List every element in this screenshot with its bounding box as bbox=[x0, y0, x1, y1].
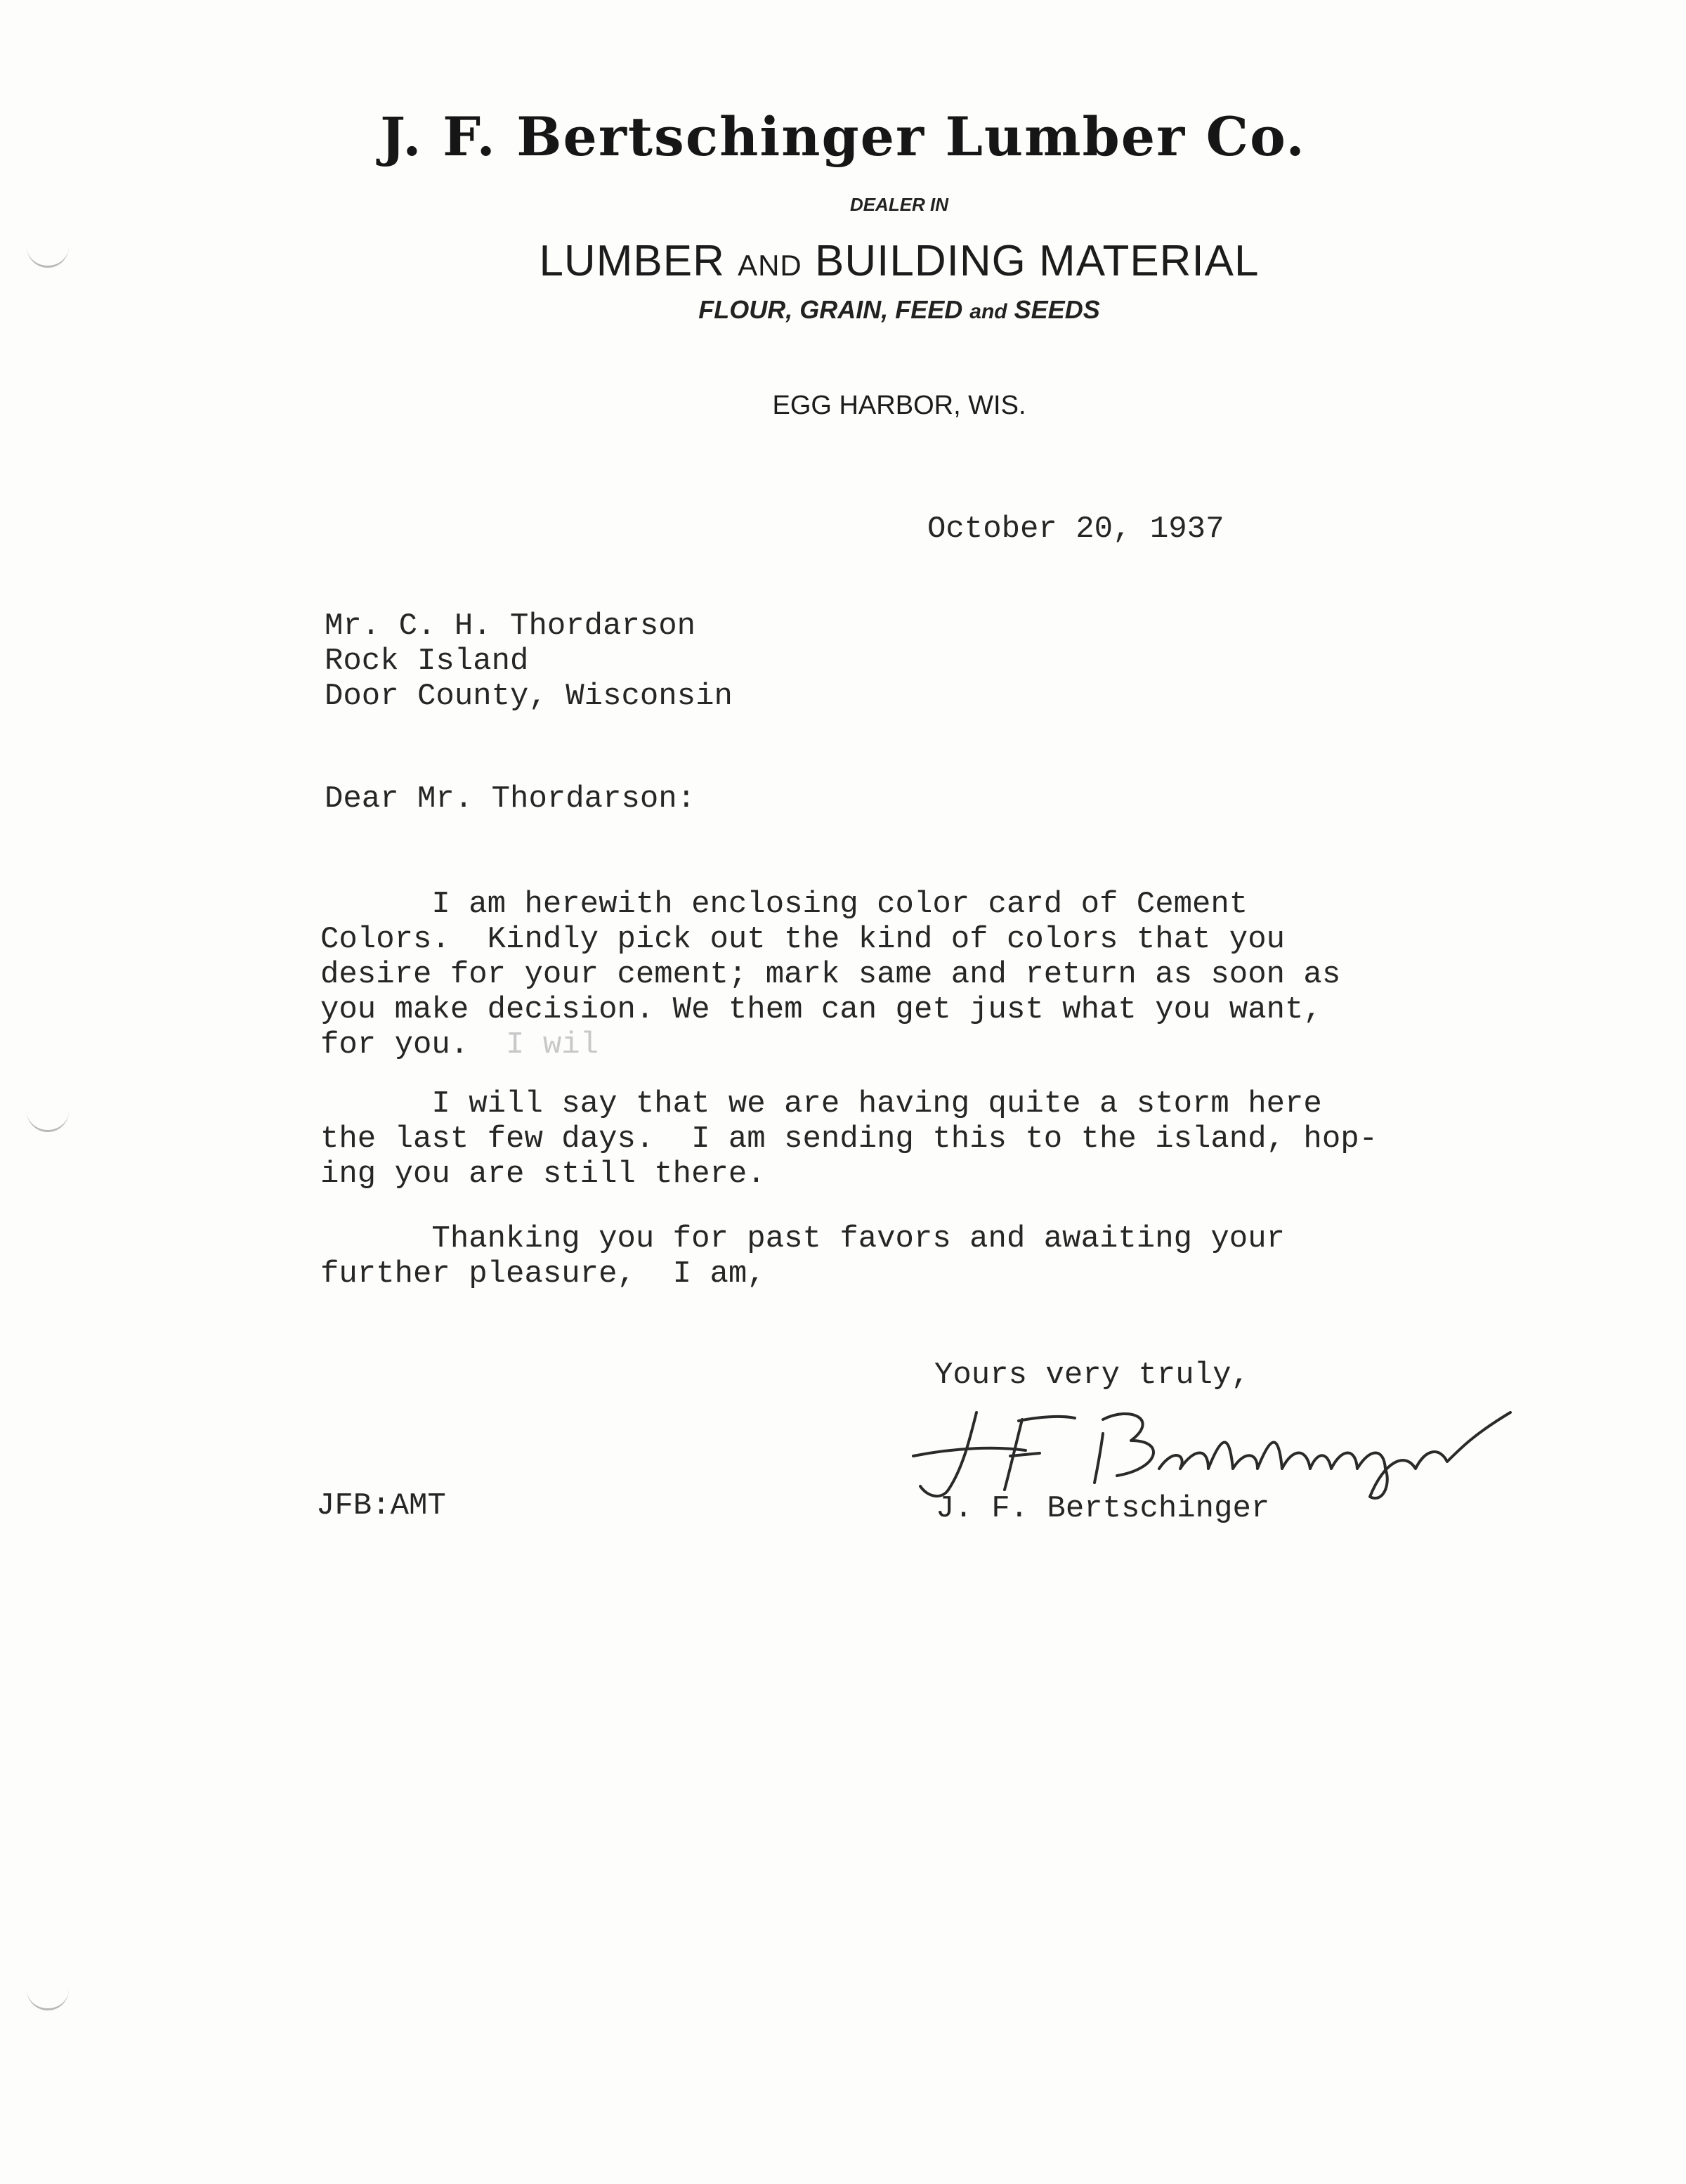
letterhead-company-name: J. F. Bertschinger Lumber Co. bbox=[380, 105, 1306, 168]
letterhead-products-and: AND bbox=[738, 249, 802, 282]
letterhead-dealer-in: DEALER IN bbox=[849, 194, 949, 215]
complimentary-close: Yours very truly, bbox=[934, 1358, 1250, 1393]
salutation: Dear Mr. Thordarson: bbox=[325, 781, 696, 817]
paragraph-line: I am herewith enclosing color card of Cement bbox=[320, 887, 1248, 922]
letterhead-subproducts bbox=[0, 295, 1686, 325]
letterhead-products bbox=[0, 236, 1686, 286]
letter-date: October 20, 1937 bbox=[927, 512, 1224, 547]
paragraph-line: I will say that we are having quite a storm here bbox=[320, 1086, 1322, 1122]
paragraph-line: the last few days. I am sending this to the island, hop- bbox=[320, 1122, 1378, 1157]
paragraph-line: Thanking you for past favors and awaiting your bbox=[320, 1221, 1286, 1256]
paragraph-3 bbox=[320, 1221, 1285, 1292]
paragraph-line: desire for your cement; mark same and return as soon as bbox=[320, 957, 1341, 992]
letterhead-subproducts-and: and bbox=[969, 300, 1007, 323]
paragraph-line-text: for you. bbox=[320, 1027, 469, 1062]
recipient-name: Mr. C. H. Thordarson bbox=[325, 609, 696, 644]
paragraph-1 bbox=[320, 887, 1340, 1062]
paragraph-line: Colors. Kindly pick out the kind of colors that you bbox=[320, 922, 1286, 957]
paragraph-2 bbox=[320, 1086, 1378, 1192]
letterhead-products-lumber: LUMBER bbox=[539, 237, 725, 285]
letterhead-products-building: BUILDING MATERIAL bbox=[815, 237, 1260, 285]
typist-initials: JFB:AMT bbox=[316, 1488, 446, 1523]
binder-hole bbox=[27, 1975, 69, 2010]
paragraph-line: you make decision. We them can get just what you want, bbox=[320, 992, 1322, 1027]
typed-signature: J. F. Bertschinger bbox=[936, 1491, 1270, 1526]
faded-typed-text: I wil bbox=[506, 1027, 599, 1062]
letterhead-subproducts-seeds: SEEDS bbox=[1014, 295, 1100, 324]
recipient-address bbox=[325, 609, 733, 714]
binder-hole bbox=[27, 1096, 69, 1132]
letterhead-city: EGG HARBOR, WIS. bbox=[772, 391, 1026, 420]
recipient-line: Rock Island bbox=[325, 644, 529, 679]
letterhead-subproducts-main: FLOUR, GRAIN, FEED bbox=[698, 295, 963, 324]
recipient-line: Door County, Wisconsin bbox=[325, 679, 733, 714]
paragraph-line bbox=[320, 1027, 1340, 1062]
paragraph-line: ing you are still there. bbox=[320, 1157, 766, 1192]
paragraph-line: further pleasure, I am, bbox=[320, 1256, 766, 1292]
